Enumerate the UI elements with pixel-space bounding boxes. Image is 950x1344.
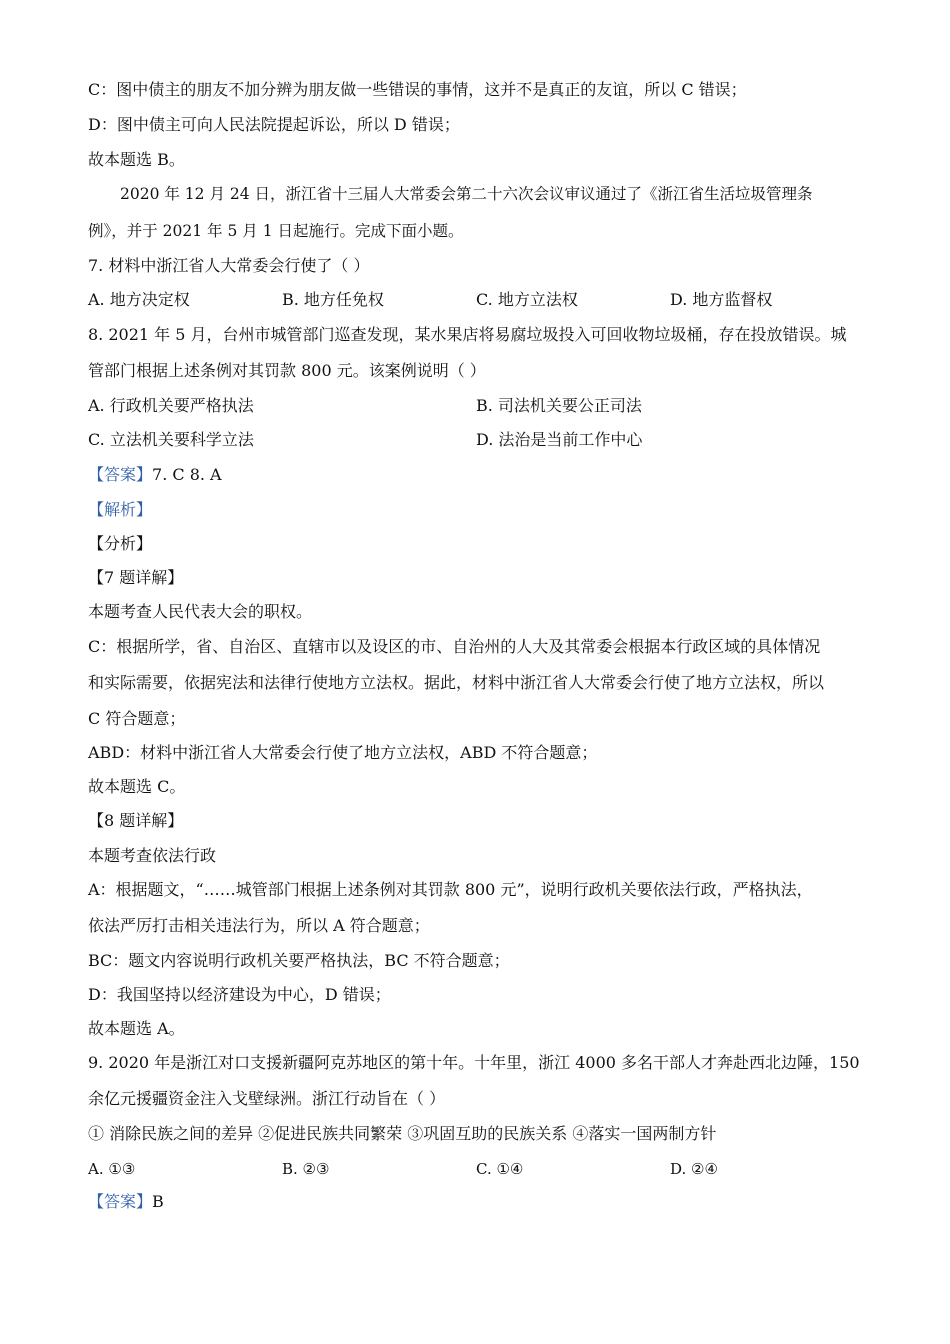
q8-stem-line-2: 管部门根据上述条例对其罚款 800 元。该案例说明（ ） [88, 361, 486, 380]
q7-stem: 7. 材料中浙江省人大常委会行使了（ ） [88, 256, 370, 275]
answer-tag: 【答案】 [88, 465, 153, 484]
q8-option-c: C. 立法机关要科学立法 [88, 430, 254, 449]
q9-option-c: C. ①④ [476, 1160, 524, 1178]
q8-detail-line-2: A：根据题文，“……城管部门根据上述条例对其罚款 800 元”，说明行政机关要依法行政，严格执法， [88, 880, 813, 899]
q7-detail-line-1: 本题考查人民代表大会的职权。 [88, 602, 313, 621]
q9-stem-line-1: 9. 2020 年是浙江对口支援新疆阿克苏地区的第十年。十年里，浙江 4000 多名干部人才奔赴西北边陲，150 [88, 1053, 860, 1072]
q6-analysis-c: C：图中债主的朋友不加分辨为朋友做一些错误的事情，这并不是真正的友谊，所以 C 错误； [88, 80, 747, 99]
q9-option-a: A. ①③ [88, 1160, 136, 1178]
q8-option-d: D. 法治是当前工作中心 [476, 430, 643, 449]
q8-detail-line-5: D：我国坚持以经济建设为中心，D 错误； [88, 985, 391, 1004]
q8-detail-line-6: 故本题选 A。 [88, 1019, 185, 1038]
material-line-2: 例》，并于 2021 年 5 月 1 日起施行。完成下面小题。 [88, 222, 464, 240]
answer-7-8 [88, 465, 222, 485]
q9-items: ① 消除民族之间的差异 ②促进民族共同繁荣 ③巩固互助的民族关系 ④落实一国两制方针 [88, 1124, 717, 1143]
q9-option-d: D. ②④ [670, 1160, 718, 1178]
q7-option-a: A. 地方决定权 [88, 290, 190, 309]
q6-conclusion: 故本题选 B。 [88, 150, 185, 169]
q7-detail-line-5: ABD：材料中浙江省人大常委会行使了地方立法权，ABD 不符合题意； [88, 743, 598, 762]
q8-detail-line-1: 本题考查依法行政 [88, 846, 217, 865]
q8-option-a: A. 行政机关要严格执法 [88, 396, 254, 415]
q7-detail-line-3: 和实际需要，依据宪法和法律行使地方立法权。据此，材料中浙江省人大常委会行使了地方立法权，所以 [88, 673, 825, 692]
q7-detail-line-4: C 符合题意； [88, 709, 186, 728]
q8-detail-tag: 【8 题详解】 [88, 811, 184, 830]
q7-option-c: C. 地方立法权 [476, 290, 578, 309]
answer-9-tag: 【答案】 [88, 1192, 153, 1211]
q7-detail-line-6: 故本题选 C。 [88, 777, 186, 796]
q7-option-d: D. 地方监督权 [670, 290, 773, 309]
answer-9 [88, 1192, 164, 1212]
q7-detail-line-2: C：根据所学，省、自治区、直辖市以及设区的市、自治州的人大及其常委会根据本行政区域的具体情况 [88, 637, 821, 656]
q8-stem-line-1: 8. 2021 年 5 月，台州市城管部门巡查发现，某水果店将易腐垃圾投入可回收物垃圾桶，存在投放错误。城 [88, 325, 847, 344]
material-line-1: 2020 年 12 月 24 日，浙江省十三届人大常委会第二十六次会议审议通过了《浙江省生活垃圾管理条 [120, 185, 813, 203]
q8-detail-line-4: BC：题文内容说明行政机关要严格执法，BC 不符合题意； [88, 951, 510, 970]
q8-option-b: B. 司法机关要公正司法 [476, 396, 642, 415]
q8-detail-line-3: 依法严厉打击相关违法行为，所以 A 符合题意； [88, 916, 430, 935]
q7-detail-tag: 【7 题详解】 [88, 568, 184, 587]
analysis-tag: 【解析】 [88, 500, 153, 519]
q9-option-b: B. ②③ [282, 1160, 330, 1178]
q7-option-b: B. 地方任免权 [282, 290, 384, 309]
fenxi-tag: 【分析】 [88, 534, 153, 553]
answer-value: 7. C 8. A [152, 465, 222, 484]
answer-9-value: B [152, 1192, 164, 1211]
q9-stem-line-2: 余亿元援疆资金注入戈壁绿洲。浙江行动旨在（ ） [88, 1089, 446, 1108]
q6-analysis-d: D：图中债主可向人民法院提起诉讼，所以 D 错误； [88, 115, 460, 134]
